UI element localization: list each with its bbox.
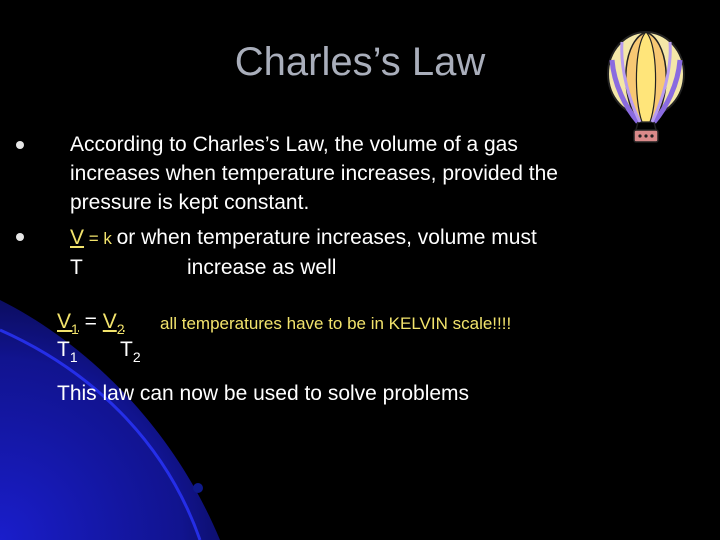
fraction-denominator-t: T (70, 256, 83, 279)
slide-title: Charles’s Law (234, 40, 486, 84)
bullet-1-line-2: increases when temperature increases, provided the (70, 162, 558, 185)
kelvin-note: all temperatures have to be in KELVIN scale!!!! (160, 314, 512, 333)
t1-symbol: $T_1$ (57, 338, 78, 365)
bullet-1-line-1: According to Charles’s Law, the volume of a gas (70, 133, 518, 156)
bullet-icon (16, 141, 24, 149)
proportionality-constant: = k (84, 229, 117, 248)
v2-symbol: $V_2$ (102, 310, 125, 337)
bullet-icon (16, 233, 24, 241)
footer-text: This law can now be used to solve problems (57, 382, 470, 405)
hot-air-balloon-icon (604, 30, 688, 146)
equation-numerators (57, 310, 125, 337)
v1-symbol: $V_1$ (57, 310, 79, 337)
t2-symbol: $T_2$ (120, 338, 141, 365)
equals-sign: = (78, 310, 103, 333)
fraction-numerator-v: V (70, 226, 85, 249)
arc-node-dot (193, 483, 203, 493)
bullet-2-line-1 (70, 225, 537, 252)
bullet-1-line-3: pressure is kept constant. (70, 191, 310, 214)
bullet-2-text: or when temperature increases, volume must (116, 226, 537, 249)
bullet-2-line-2: increase as well (187, 256, 337, 279)
